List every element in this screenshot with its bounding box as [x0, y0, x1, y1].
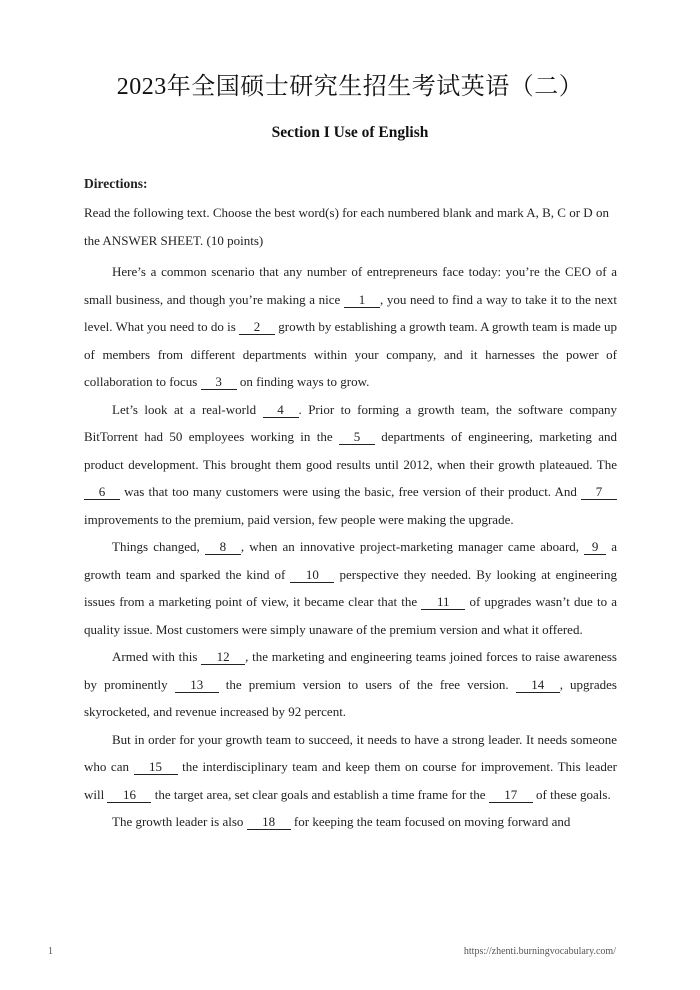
passage-text: the premium version to users of the free version. [218, 676, 516, 692]
passage-text: . Prior to forming a growth team, the software company BitTorrent had 50 employees working in the [84, 401, 617, 444]
blank-6: 6 [84, 485, 120, 500]
passage-text: , when an innovative project-marketing manager came aboard, [240, 539, 585, 554]
passage-text: , upgrades skyrocketed, and revenue increased by 92 percent. [84, 676, 617, 719]
blank-4: 4 [263, 403, 299, 418]
passage-text: , the marketing and engineering teams joined forces to raise awareness by prominently [84, 649, 617, 692]
blank-14: 14 [516, 678, 560, 693]
blank-8: 8 [205, 540, 241, 555]
blank-18: 18 [247, 815, 291, 830]
passage-text: on finding ways to grow. [236, 374, 370, 389]
passage-text: growth by establishing a growth team. A growth team is made up of members from different departments within your company, and it harnesses the power of collaboration to focus [84, 319, 617, 389]
passage-paragraph [84, 726, 617, 809]
passage-text: departments of engineering, marketing and product development. This brought them good results until 2012, when their growth plateaued. The [84, 429, 618, 472]
blank-3: 3 [201, 375, 237, 390]
passage-text: , you need to find a way to take it to the next level. What you need to do is [84, 291, 617, 334]
directions-label: Directions: [84, 176, 148, 191]
passage-text: for keeping the team focused on moving forward and [290, 814, 571, 829]
passage-text: improvements to the premium, paid version, few people were making the upgrade. [84, 511, 514, 527]
blank-2: 2 [239, 320, 275, 335]
passage-paragraph [84, 643, 617, 726]
directions-text: Read the following text. Choose the best word(s) for each numbered blank and mark A, B, C or D on the ANSWER SHEET. (10 points) [84, 205, 609, 248]
footer-url: https://zhenti.burningvocabulary.com/ [463, 946, 616, 957]
blank-10: 10 [290, 568, 334, 583]
blank-13: 13 [175, 678, 219, 693]
passage-text: of these goals. [532, 786, 611, 802]
passage-paragraph [84, 396, 617, 534]
section-title: Section I Use of English [271, 124, 429, 141]
cloze-passage [84, 258, 617, 836]
blank-7: 7 [581, 485, 617, 500]
passage-paragraph [84, 258, 617, 396]
blank-15: 15 [134, 760, 178, 775]
blank-9: 9 [584, 540, 606, 555]
exam-title: 2023年全国硕士研究生招生考试英语（二） [116, 74, 584, 100]
passage-text: Let’s look at a real-world [112, 401, 263, 417]
passage-text: But in order for your growth team to succeed, it needs to have a strong leader. It needs someone who can [84, 731, 617, 774]
passage-text: was that too many customers were using the basic, free version of their product. And [120, 484, 581, 499]
passage-paragraph [84, 808, 617, 836]
blank-12: 12 [201, 650, 245, 665]
passage-text: the interdisciplinary team and keep them on course for improvement. This leader will [84, 759, 617, 802]
passage-text: Things changed, [112, 539, 205, 554]
passage-text: Armed with this [112, 649, 202, 664]
passage-text: Here’s a common scenario that any number of entrepreneurs face today: you’re the CEO of a small business, and though you’re making a nice [84, 264, 617, 307]
blank-17: 17 [489, 788, 533, 803]
page-number: 1 [48, 946, 53, 957]
passage-text: of upgrades wasn’t due to a quality issue. Most customers were simply unaware of the premium version and what it offered. [84, 594, 617, 637]
blank-1: 1 [344, 293, 380, 308]
blank-16: 16 [107, 788, 151, 803]
passage-text: The growth leader is also [112, 814, 247, 829]
passage-paragraph [84, 533, 617, 643]
blank-11: 11 [421, 595, 465, 610]
passage-text: the target area, set clear goals and establish a time frame for the [151, 786, 489, 802]
passage-text: a growth team and sparked the kind of [84, 539, 617, 582]
blank-5: 5 [339, 430, 375, 445]
passage-text: perspective they needed. By looking at engineering issues from a marketing point of view, it became clear that the [84, 566, 617, 609]
